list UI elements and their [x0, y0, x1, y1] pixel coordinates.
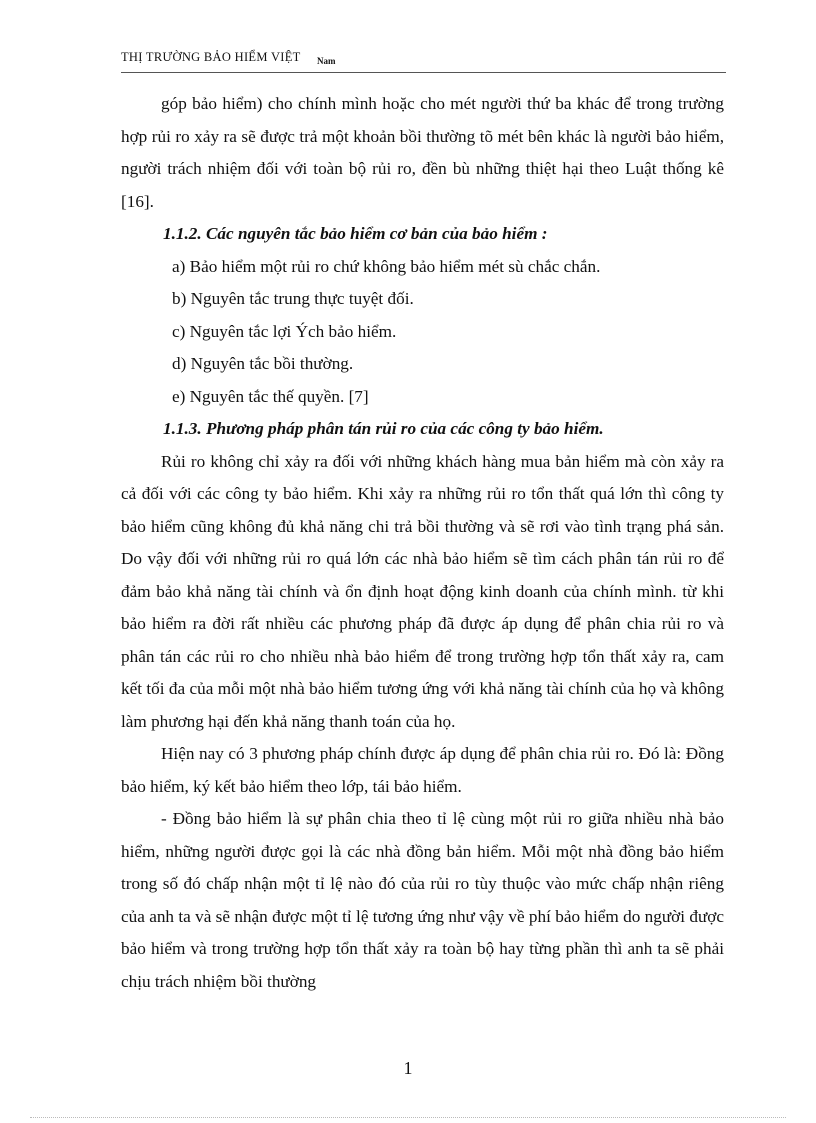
- running-header: [121, 46, 726, 73]
- principle-item: a) Bảo hiểm một rủi ro chứ không bảo hiểm mét sù chắc chắn.: [172, 256, 601, 276]
- body-paragraph: góp bảo hiểm) cho chính mình hoặc cho mét người thứ ba khác để trong trường hợp rủi ro xảy ra sẽ được trả một khoản bồi thường tõ mét bên khác là người bảo hiểm, người trách nhiệm đối với toàn bộ rủi ro, đền bù những thiệt hại theo Luật thống kê [16].: [121, 94, 724, 211]
- body-paragraph: - Đồng bảo hiểm là sự phân chia theo tỉ lệ cùng một rủi ro giữa nhiều nhà bảo hiểm, những người được gọi là các nhà đồng bản hiểm. Mỗi một nhà đồng bảo hiểm trong số đó chấp nhận một tỉ lệ nào đó của rủi ro tùy thuộc vào mức chấp nhận riêng của anh ta và sẽ nhận được một tỉ lệ tương ứng như vậy về phí bảo hiểm do người được bảo hiểm và trong trường hợp tổn thất xảy ra toàn bộ hay từng phần thì anh ta sẽ phải chịu trách nhiệm bồi thường: [121, 809, 724, 991]
- principle-item: c) Nguyên tắc lợi Ých bảo hiểm.: [172, 321, 397, 341]
- section-heading: 1.1.2. Các nguyên tắc bảo hiểm cơ bản của bảo hiểm :: [163, 224, 548, 243]
- header-title: THỊ TRƯỜNG BẢO HIỂM VIỆT: [121, 50, 301, 64]
- principle-item: e) Nguyên tắc thế quyền. [7]: [172, 386, 369, 406]
- principle-item: d) Nguyên tắc bồi thường.: [172, 354, 354, 373]
- body-paragraph: Rủi ro không chỉ xảy ra đối với những khách hàng mua bản hiểm mà còn xảy ra cả đối với các công ty bảo hiểm. Khi xảy ra những rủi ro tổn thất quá lớn thì công ty bảo hiểm cũng không đủ khả năng chi trả bồi thường và sẽ rơi vào tình trạng phá sản. Do vậy đối với những rủi ro quá lớn các nhà bảo hiểm sẽ tìm cách phân tán rủi ro để đảm bảo khả năng tài chính và ổn định hoạt động kinh doanh của chính mình. từ khi bảo hiểm ra đời rất nhiều các phương pháp đã được áp dụng để phân chia rủi ro và phân tán các rủi ro cho nhiều nhà bảo hiểm để trong trường hợp tổn thất xảy ra, cam kết tối đa của mỗi một nhà bảo hiểm tương ứng với khả năng tài chính của họ và không làm phương hại đến khả năng thanh toán của họ.: [121, 451, 724, 731]
- principle-item: b) Nguyên tắc trung thực tuyệt đối.: [172, 289, 414, 308]
- document-body: [121, 88, 724, 998]
- page-number: 1: [403, 1058, 413, 1078]
- section-heading: 1.1.3. Phương pháp phân tán rủi ro của các công ty bảo hiểm.: [163, 419, 604, 438]
- header-suffix: Nam: [317, 56, 336, 66]
- body-paragraph: Hiện nay có 3 phương pháp chính được áp dụng để phân chia rủi ro. Đó là: Đồng bảo hiểm, ký kết bảo hiểm theo lớp, tái bảo hiểm.: [121, 744, 724, 796]
- page-bottom-divider: [30, 1117, 786, 1118]
